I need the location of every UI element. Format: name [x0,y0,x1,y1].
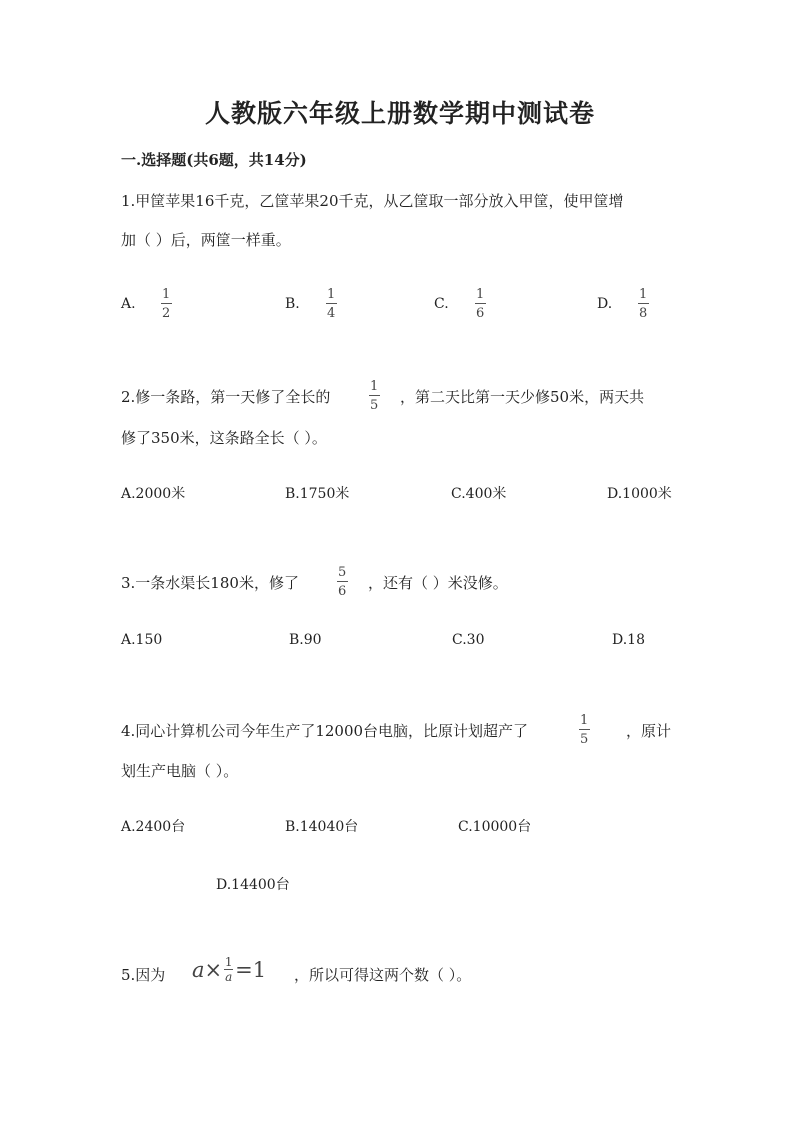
q1-option-b-label: B. [285,296,300,312]
question-4-fraction: 1 5 [580,713,589,747]
q2-option-a: A.2000米 [121,486,186,502]
equation-variable: a [192,957,205,982]
question-1-line-2: 加（ ）后，两筐一样重。 [121,231,291,249]
q1-option-a-label: A. [121,296,136,312]
q1-option-b-fraction: 1 4 [327,287,336,321]
equation-times-sign: × [204,957,223,982]
question-2-text-before: 2.修一条路，第一天修了全长的 [121,388,331,406]
q3-option-d: D.18 [612,632,645,648]
q2-option-b: B.1750米 [285,486,350,502]
question-5-text-after: ，所以可得这两个数（ ）。 [294,966,472,984]
q2-option-d: D.1000米 [607,486,672,502]
q1-option-d-fraction: 1 8 [639,287,648,321]
q3-option-c: C.30 [452,632,485,648]
q3-option-b: B.90 [289,632,322,648]
question-5-equation [192,956,266,983]
question-4-text-before: 4.同心计算机公司今年生产了12000台电脑，比原计划超产了 [121,722,529,740]
question-2-text-after: ，第二天比第一天少修50米，两天共 [400,388,645,406]
question-2-fraction: 1 5 [370,379,379,413]
q3-option-a: A.150 [121,632,163,648]
question-3-fraction: 5 6 [338,565,347,599]
q1-option-d-label: D. [597,296,613,312]
q1-option-c-label: C. [434,296,449,312]
equation-equals-one: =1 [235,957,267,982]
q1-option-a-fraction: 1 2 [162,287,171,321]
q1-option-c-fraction: 1 6 [476,287,485,321]
question-4-line-2: 划生产电脑（ ）。 [121,762,239,780]
q4-option-b: B.14040台 [285,819,359,835]
q4-option-a: A.2400台 [121,819,186,835]
equation-fraction: 1 a [224,955,233,984]
q4-option-d: D.14400台 [216,877,290,893]
question-3-text-after: ，还有（ ）米没修。 [368,574,508,592]
q2-option-c: C.400米 [451,486,507,502]
question-1-line-1: 1.甲筐苹果16千克，乙筐苹果20千克，从乙筐取一部分放入甲筐，使甲筐增 [121,192,624,210]
page-title: 人教版六年级上册数学期中测试卷 [204,99,595,128]
question-5-text-before: 5.因为 [121,966,166,984]
question-2-line-2: 修了350米，这条路全长（ ）。 [121,429,327,447]
question-2-line-1 [121,386,330,407]
section-heading: 一.选择题(共6题，共14分) [121,151,307,169]
q4-option-c: C.10000台 [458,819,532,835]
question-3-text-before: 3.一条水渠长180米，修了 [121,574,299,592]
question-4-text-after: ，原计 [626,722,672,740]
